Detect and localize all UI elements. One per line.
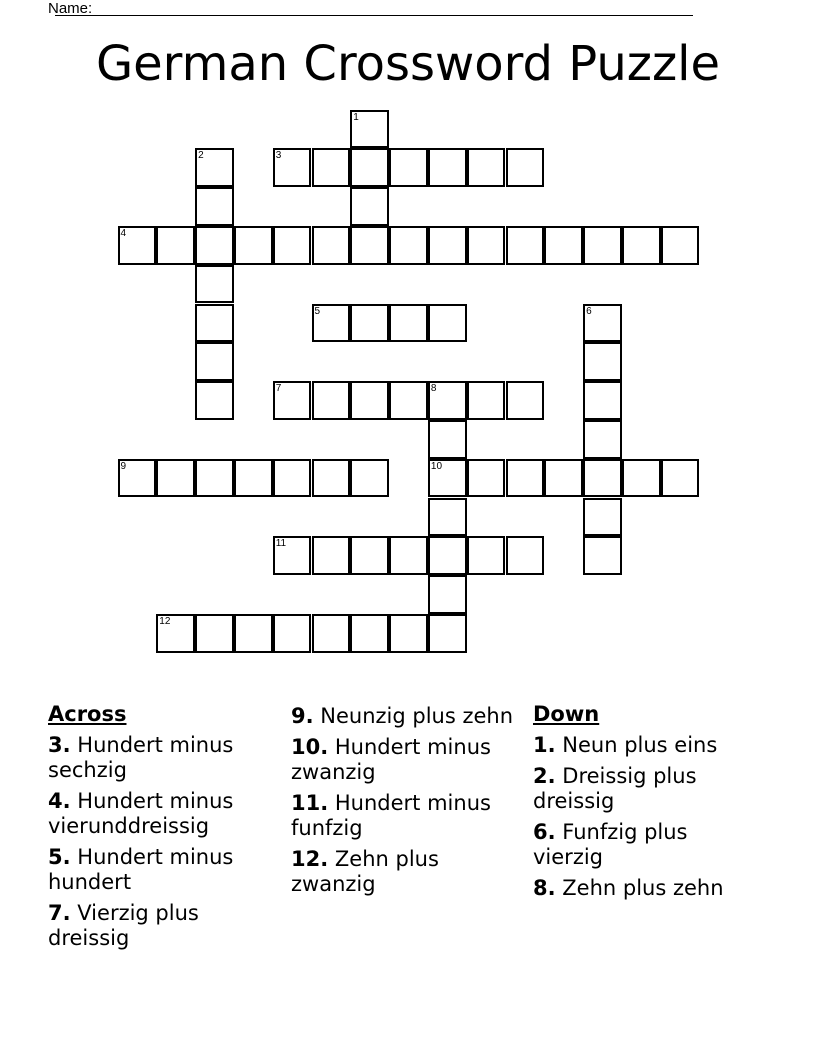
grid-cell[interactable] — [467, 226, 506, 265]
clue-item — [291, 847, 523, 897]
clues-column-across — [48, 702, 278, 957]
grid-cell[interactable] — [428, 498, 467, 537]
grid-cell[interactable] — [312, 381, 351, 420]
grid-cell[interactable] — [467, 381, 506, 420]
clue-number: 10. — [291, 735, 329, 759]
grid-cell[interactable] — [389, 304, 428, 343]
clue-item — [533, 876, 763, 901]
grid-cell[interactable] — [118, 226, 157, 265]
grid-cell[interactable] — [389, 381, 428, 420]
grid-cell[interactable] — [544, 459, 583, 498]
grid-cell[interactable] — [273, 148, 312, 187]
grid-cell[interactable] — [350, 304, 389, 343]
clue-number-label: 3 — [275, 150, 282, 162]
grid-cell[interactable] — [195, 265, 234, 304]
across-heading: Across — [48, 702, 127, 726]
down-clue-list — [533, 733, 763, 901]
grid-cell[interactable] — [506, 536, 545, 575]
grid-cell[interactable] — [467, 148, 506, 187]
grid-cell[interactable] — [428, 575, 467, 614]
grid-cell[interactable] — [428, 459, 467, 498]
clue-number-label: 4 — [120, 227, 127, 239]
clue-number: 8. — [533, 876, 556, 900]
grid-cell[interactable] — [350, 110, 389, 149]
grid-cell[interactable] — [195, 614, 234, 653]
clue-item — [291, 791, 523, 841]
clue-number-label: 8 — [430, 383, 437, 395]
grid-cell[interactable] — [506, 381, 545, 420]
clue-item — [48, 789, 278, 839]
grid-cell[interactable] — [583, 342, 622, 381]
grid-cell[interactable] — [273, 459, 312, 498]
clue-text: Hundert minus vierunddreissig — [48, 789, 234, 838]
grid-cell[interactable] — [428, 226, 467, 265]
grid-cell[interactable] — [156, 226, 195, 265]
grid-cell[interactable] — [544, 226, 583, 265]
clue-item — [291, 735, 523, 785]
grid-cell[interactable] — [350, 187, 389, 226]
grid-cell[interactable] — [312, 148, 351, 187]
clue-number: 1. — [533, 733, 556, 757]
name-label: Name: — [48, 0, 93, 17]
grid-cell[interactable] — [234, 226, 273, 265]
grid-cell[interactable] — [312, 226, 351, 265]
grid-cell[interactable] — [428, 536, 467, 575]
grid-cell[interactable] — [312, 304, 351, 343]
clue-number-label: 1 — [353, 111, 359, 123]
grid-cell[interactable] — [389, 614, 428, 653]
grid-cell[interactable] — [350, 148, 389, 187]
grid-cell[interactable] — [583, 226, 622, 265]
page-title: German Crossword Puzzle — [95, 36, 721, 92]
clue-number: 9. — [291, 704, 314, 728]
grid-cell[interactable] — [467, 536, 506, 575]
grid-cell[interactable] — [583, 498, 622, 537]
clue-number: 3. — [48, 733, 71, 757]
grid-cell[interactable] — [195, 304, 234, 343]
grid-cell[interactable] — [195, 342, 234, 381]
clue-number-label: 5 — [314, 305, 321, 317]
grid-cell[interactable] — [389, 536, 428, 575]
clue-text: Neun plus eins — [562, 733, 718, 757]
grid-cell[interactable] — [350, 536, 389, 575]
clue-text: Funfzig plus vierzig — [533, 820, 688, 869]
grid-cell[interactable] — [661, 459, 700, 498]
grid-cell[interactable] — [428, 420, 467, 459]
grid-cell[interactable] — [583, 420, 622, 459]
clue-number-label: 6 — [586, 305, 592, 317]
grid-cell[interactable] — [118, 459, 157, 498]
across-clue-list-continued — [291, 704, 523, 897]
clues-column-down — [533, 702, 763, 907]
clue-text: Neunzig plus zehn — [320, 704, 514, 728]
grid-cell[interactable] — [312, 459, 351, 498]
clue-item — [533, 820, 763, 870]
clue-number: 2. — [533, 764, 556, 788]
clue-item — [533, 764, 763, 814]
grid-cell[interactable] — [506, 148, 545, 187]
clue-number-label: 7 — [275, 383, 282, 395]
clue-number-label: 2 — [198, 150, 204, 162]
grid-cell[interactable] — [661, 226, 700, 265]
clue-item — [48, 845, 278, 895]
grid-cell[interactable] — [195, 381, 234, 420]
clue-text: Dreissig plus dreissig — [533, 764, 697, 813]
grid-cell[interactable] — [312, 614, 351, 653]
clue-text: Hundert minus hundert — [48, 845, 234, 894]
grid-cell[interactable] — [195, 187, 234, 226]
clue-number: 6. — [533, 820, 556, 844]
grid-cell[interactable] — [389, 148, 428, 187]
grid-cell[interactable] — [273, 381, 312, 420]
grid-cell[interactable] — [622, 459, 661, 498]
clue-text: Zehn plus zehn — [562, 876, 724, 900]
grid-cell[interactable] — [312, 536, 351, 575]
clues-column-across-continued — [291, 704, 523, 903]
grid-cell[interactable] — [583, 381, 622, 420]
grid-cell[interactable] — [389, 226, 428, 265]
clue-text: Vierzig plus dreissig — [48, 901, 199, 950]
grid-cell[interactable] — [350, 381, 389, 420]
clue-number: 4. — [48, 789, 71, 813]
clue-number: 5. — [48, 845, 71, 869]
clue-item — [533, 733, 763, 758]
clue-number: 7. — [48, 901, 71, 925]
grid-cell[interactable] — [350, 614, 389, 653]
clue-number: 12. — [291, 847, 329, 871]
grid-cell[interactable] — [273, 226, 312, 265]
grid-cell[interactable] — [506, 459, 545, 498]
grid-cell[interactable] — [234, 459, 273, 498]
grid-cell[interactable] — [195, 148, 234, 187]
grid-cell[interactable] — [583, 459, 622, 498]
down-heading: Down — [533, 702, 600, 726]
grid-cell[interactable] — [273, 536, 312, 575]
grid-cell[interactable] — [583, 536, 622, 575]
clue-number-label: 11 — [275, 538, 287, 550]
grid-cell[interactable] — [195, 226, 234, 265]
grid-cell[interactable] — [350, 226, 389, 265]
clue-text: Hundert minus funfzig — [291, 791, 491, 840]
clue-item — [48, 733, 278, 783]
clue-text: Hundert minus sechzig — [48, 733, 234, 782]
name-input-line[interactable] — [55, 15, 693, 16]
grid-cell[interactable] — [428, 304, 467, 343]
grid-cell[interactable] — [467, 459, 506, 498]
clue-item — [291, 704, 523, 729]
name-row — [48, 0, 748, 20]
grid-cell[interactable] — [156, 614, 195, 653]
grid-cell[interactable] — [350, 459, 389, 498]
clue-number-label: 9 — [120, 460, 127, 472]
grid-cell[interactable] — [506, 226, 545, 265]
grid-cell[interactable] — [622, 226, 661, 265]
clue-text: Hundert minus zwanzig — [291, 735, 491, 784]
grid-cell[interactable] — [428, 381, 467, 420]
grid-cell[interactable] — [428, 614, 467, 653]
clue-number-label: 10 — [430, 460, 443, 472]
clue-number: 11. — [291, 791, 329, 815]
grid-cell[interactable] — [156, 459, 195, 498]
grid-cell[interactable] — [273, 614, 312, 653]
clue-text: Zehn plus zwanzig — [291, 847, 439, 896]
grid-cell[interactable] — [428, 148, 467, 187]
clue-number-label: 12 — [159, 615, 171, 627]
grid-cell[interactable] — [583, 304, 622, 343]
across-clue-list — [48, 733, 278, 951]
clue-item — [48, 901, 278, 951]
grid-cell[interactable] — [195, 459, 234, 498]
grid-cell[interactable] — [234, 614, 273, 653]
